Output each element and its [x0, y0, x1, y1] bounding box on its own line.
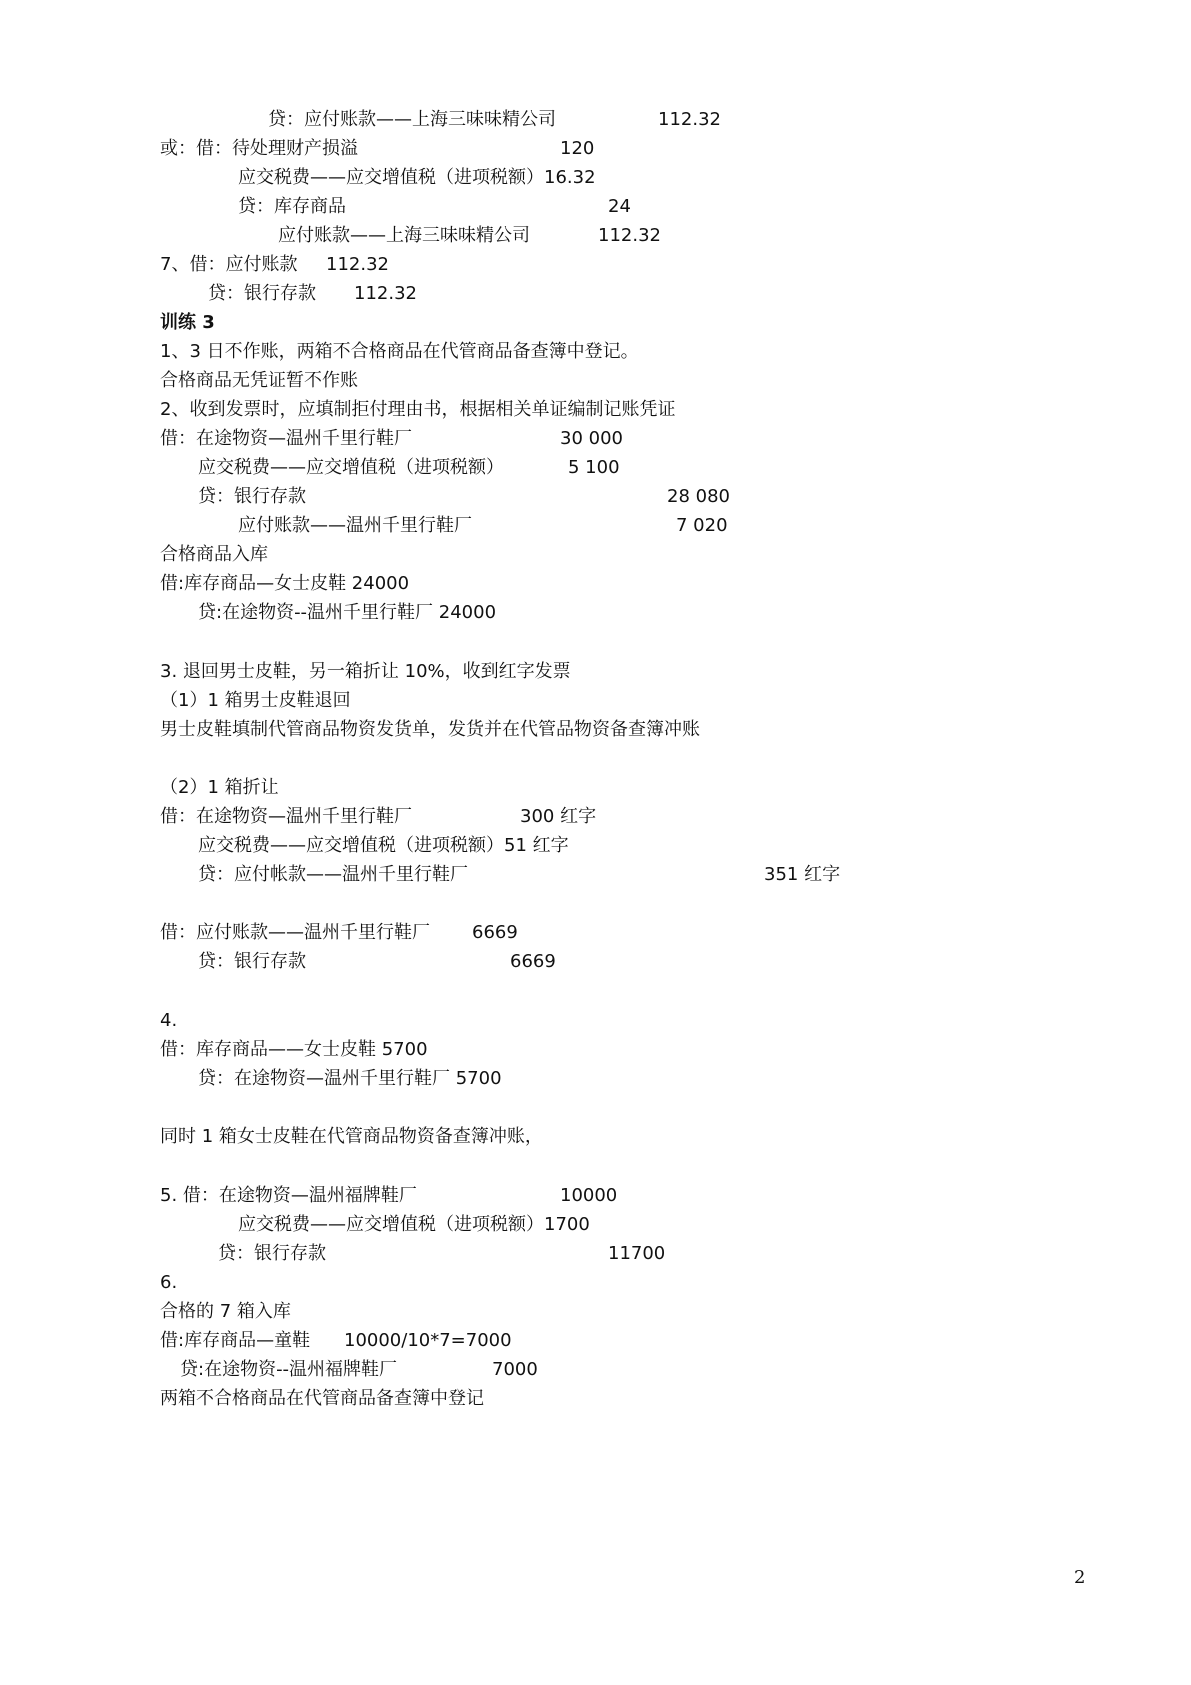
line-text: 借:库存商品—女士皮鞋 24000 [160, 573, 410, 594]
line-amount: 6669 [472, 922, 518, 943]
line-text: 男士皮鞋填制代管商品物资发货单，发货并在代管品物资备查簿冲账 [160, 719, 700, 740]
line-text: 1、3 日不作账，两箱不合格商品在代管商品备查簿中登记。 [160, 341, 639, 362]
line-text: 贷:在途物资--温州千里行鞋厂 24000 [198, 602, 497, 623]
line-text: 应付账款——温州千里行鞋厂 [238, 515, 472, 536]
line-amount: 112.32 [658, 109, 721, 130]
line-text: 同时 1 箱女士皮鞋在代管商品物资备查簿冲账， [160, 1126, 543, 1147]
line-text: 借：在途物资—温州千里行鞋厂 [160, 806, 412, 827]
line-amount: 112.32 [354, 283, 417, 304]
line-text: 5. 借：在途物资—温州福牌鞋厂 [160, 1185, 417, 1206]
line-text: 应交税费——应交增值税（进项税额） [198, 457, 504, 478]
line-amount: 7 020 [676, 515, 728, 536]
line-amount: 351 红字 [764, 864, 841, 885]
line-amount: 28 080 [667, 486, 730, 507]
line-amount: 112.32 [326, 254, 389, 275]
line-text: 合格的 7 箱入库 [160, 1301, 291, 1322]
line-text: 借:库存商品—童鞋 [160, 1330, 311, 1351]
line-amount: 300 红字 [520, 806, 597, 827]
line-amount: 120 [560, 138, 595, 159]
line-text: 贷：银行存款 [198, 486, 306, 507]
line-text: 贷：银行存款 [208, 283, 316, 304]
line-text: （1）1 箱男士皮鞋退回 [160, 690, 351, 711]
page-number: 2 [1074, 1567, 1086, 1588]
line-text: 贷：应付帐款——温州千里行鞋厂 [198, 864, 468, 885]
line-amount: 24 [608, 196, 631, 217]
line-text: 两箱不合格商品在代管商品备查簿中登记 [160, 1388, 484, 1409]
line-text: 或：借：待处理财产损溢 [160, 138, 358, 159]
line-text: 应交税费——应交增值税（进项税额）51 红字 [198, 835, 569, 856]
line-amount: 6669 [510, 951, 556, 972]
line-text: 借：库存商品——女士皮鞋 5700 [160, 1039, 428, 1060]
line-text: 贷：应付账款——上海三味味精公司 [268, 109, 556, 130]
line-text: 借：在途物资—温州千里行鞋厂 [160, 428, 412, 449]
line-text: 合格商品入库 [160, 544, 268, 565]
line-text: 6. [160, 1272, 178, 1293]
line-amount: 11700 [608, 1243, 666, 1264]
line-text: 应付账款——上海三味味精公司 [278, 225, 530, 246]
line-amount: 5 100 [568, 457, 620, 478]
line-text: 贷:在途物资--温州福牌鞋厂 [180, 1359, 398, 1380]
line-text: 训练 3 [160, 312, 215, 333]
line-text: 2、收到发票时，应填制拒付理由书，根据相关单证编制记账凭证 [160, 399, 676, 420]
line-amount: 7000 [492, 1359, 538, 1380]
line-text: 7、借：应付账款 [160, 254, 298, 275]
line-text: 贷：银行存款 [198, 951, 306, 972]
line-text: 4. [160, 1010, 178, 1031]
line-text: （2）1 箱折让 [160, 777, 279, 798]
line-text: 应交税费——应交增值税（进项税额）1700 [238, 1214, 590, 1235]
line-text: 合格商品无凭证暂不作账 [160, 370, 358, 391]
line-text: 贷：银行存款 [218, 1243, 326, 1264]
line-amount: 30 000 [560, 428, 623, 449]
line-text: 应交税费——应交增值税（进项税额）16.32 [238, 167, 596, 188]
line-text: 贷：在途物资—温州千里行鞋厂 5700 [198, 1068, 502, 1089]
line-amount: 10000/10*7=7000 [344, 1330, 512, 1351]
line-text: 贷：库存商品 [238, 196, 346, 217]
line-text: 借：应付账款——温州千里行鞋厂 [160, 922, 430, 943]
line-amount: 10000 [560, 1185, 618, 1206]
line-amount: 112.32 [598, 225, 661, 246]
line-text: 3. 退回男士皮鞋，另一箱折让 10%，收到红字发票 [160, 661, 571, 682]
